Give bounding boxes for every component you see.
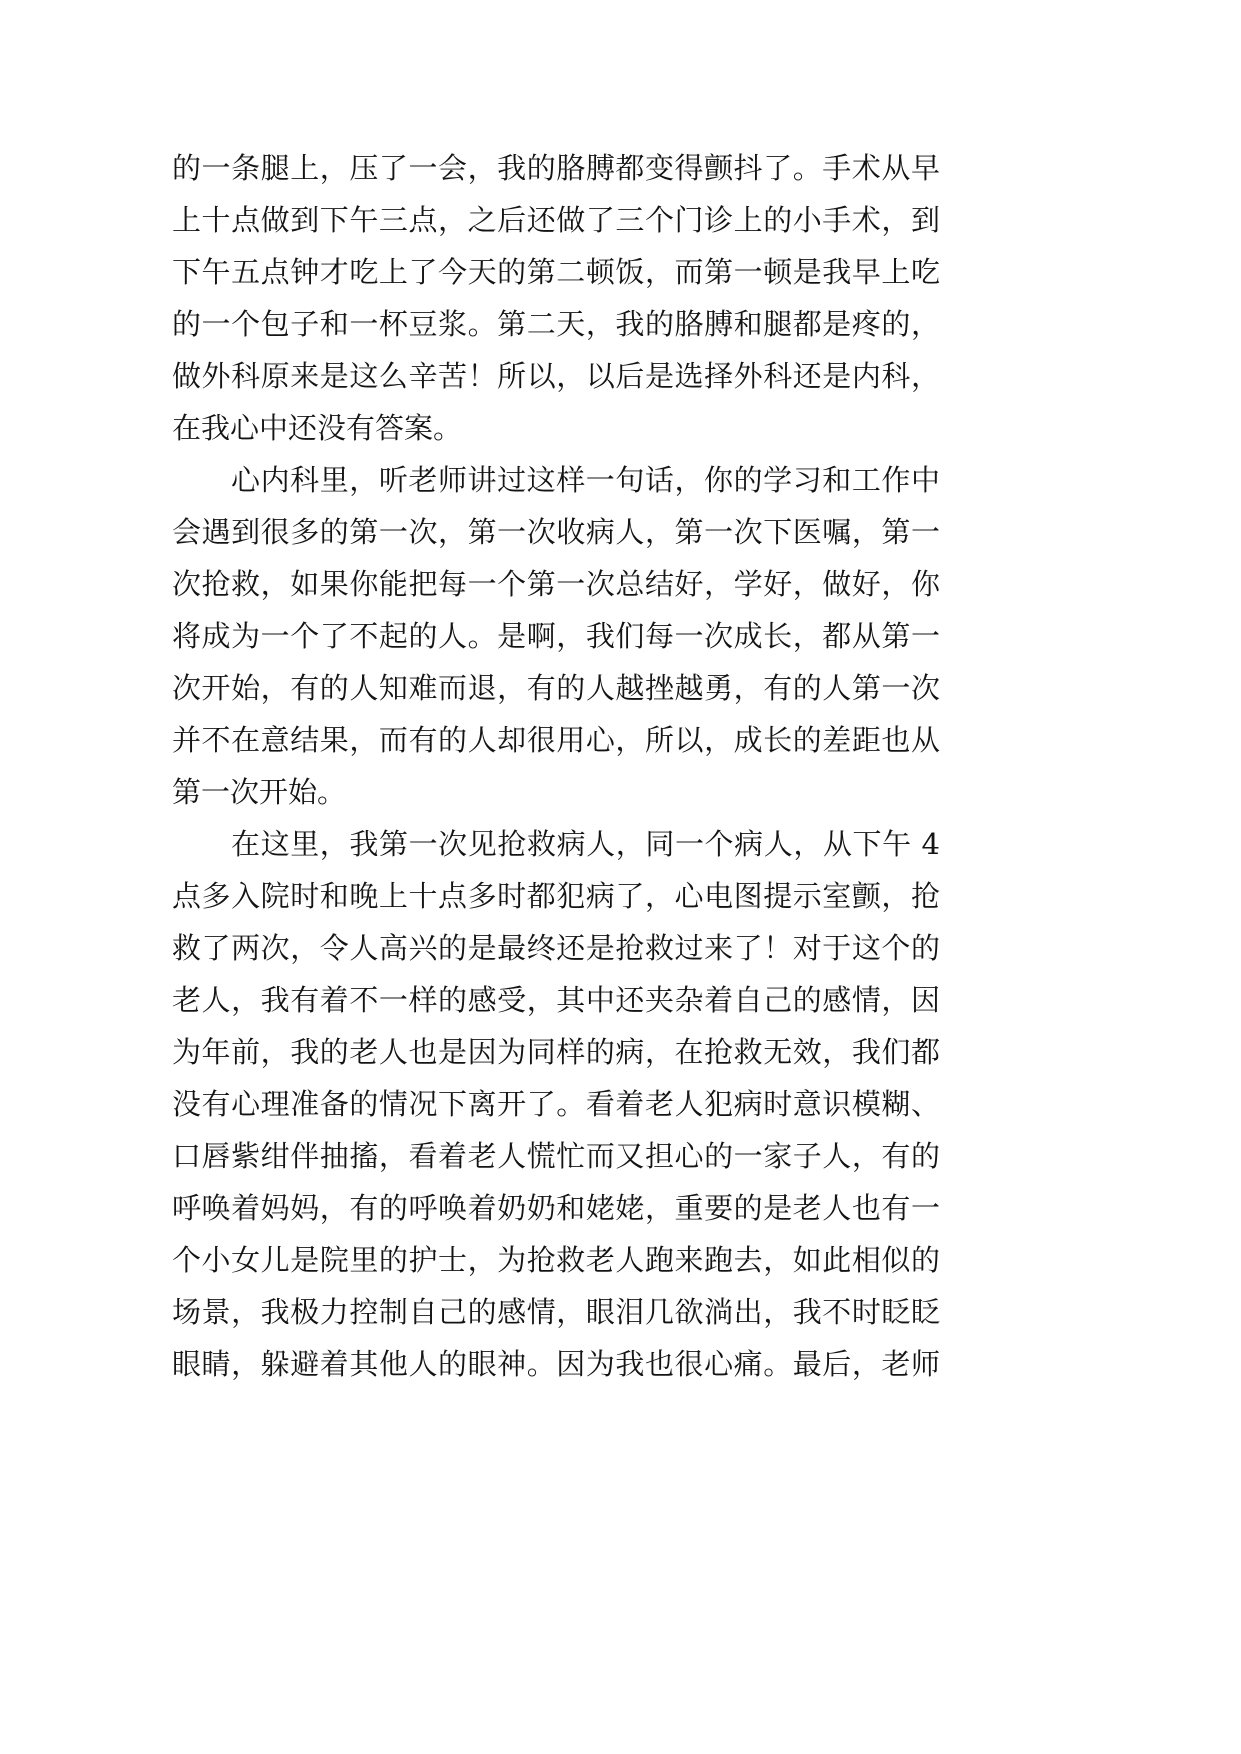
paragraph bbox=[172, 818, 940, 1390]
text-line: 在我心中还没有答案。 bbox=[172, 411, 463, 445]
text-line: 眼睛，躲避着其他人的眼神。因为我也很心痛。最后，老师 bbox=[172, 1347, 940, 1381]
text-line: 口唇紫绀伴抽搐，看着老人慌忙而又担心的一家子人，有的 bbox=[172, 1139, 940, 1173]
text-line: 第一次开始。 bbox=[172, 775, 347, 809]
text-line: 心内科里，听老师讲过这样一句话，你的学习和工作中 bbox=[231, 463, 940, 497]
text-line: 在这里，我第一次见抢救病人，同一个病人，从下午 4 bbox=[231, 827, 940, 861]
text-line: 点多入院时和晚上十点多时都犯病了，心电图提示室颤，抢 bbox=[172, 879, 940, 913]
text-line: 为年前，我的老人也是因为同样的病，在抢救无效，我们都 bbox=[172, 1035, 940, 1069]
text-line: 将成为一个了不起的人。是啊，我们每一次成长，都从第一 bbox=[172, 619, 940, 653]
text-line: 次抢救，如果你能把每一个第一次总结好，学好，做好，你 bbox=[172, 567, 940, 601]
text-line: 老人，我有着不一样的感受，其中还夹杂着自己的感情，因 bbox=[172, 983, 940, 1017]
text-line: 做外科原来是这么辛苦！所以，以后是选择外科还是内科， bbox=[172, 359, 940, 393]
text-line: 呼唤着妈妈，有的呼唤着奶奶和姥姥，重要的是老人也有一 bbox=[172, 1191, 940, 1225]
text-line: 会遇到很多的第一次，第一次收病人，第一次下医嘱，第一 bbox=[172, 515, 940, 549]
paragraph bbox=[172, 142, 940, 454]
text-line: 上十点做到下午三点，之后还做了三个门诊上的小手术，到 bbox=[172, 203, 940, 237]
paragraph bbox=[172, 454, 940, 818]
text-line: 没有心理准备的情况下离开了。看着老人犯病时意识模糊、 bbox=[172, 1087, 940, 1121]
text-line: 的一条腿上，压了一会，我的胳膊都变得颤抖了。手术从早 bbox=[172, 151, 940, 185]
text-line: 次开始，有的人知难而退，有的人越挫越勇，有的人第一次 bbox=[172, 671, 940, 705]
text-line: 并不在意结果，而有的人却很用心，所以，成长的差距也从 bbox=[172, 723, 940, 757]
text-line: 的一个包子和一杯豆浆。第二天，我的胳膊和腿都是疼的， bbox=[172, 307, 940, 341]
text-line: 救了两次，令人高兴的是最终还是抢救过来了！对于这个的 bbox=[172, 931, 940, 965]
text-line: 下午五点钟才吃上了今天的第二顿饭，而第一顿是我早上吃 bbox=[172, 255, 940, 289]
page-body bbox=[172, 142, 940, 1390]
text-line: 个小女儿是院里的护士，为抢救老人跑来跑去，如此相似的 bbox=[172, 1243, 940, 1277]
text-line: 场景，我极力控制自己的感情，眼泪几欲淌出，我不时眨眨 bbox=[172, 1295, 940, 1329]
